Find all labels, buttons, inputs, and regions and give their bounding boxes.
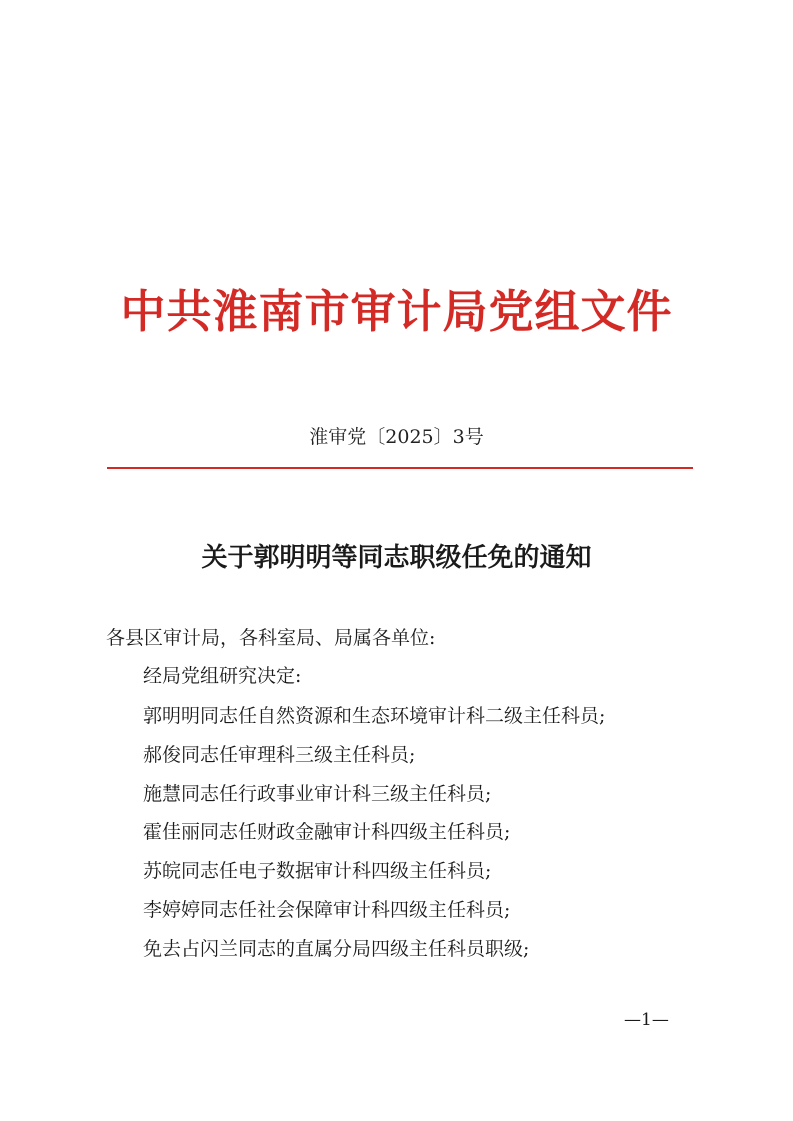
addressee-line: 各县区审计局，各科室局、局属各单位: [106, 627, 436, 649]
body-paragraph-appointment: 郭明明同志任自然资源和生态环境审计科二级主任科员; [143, 705, 606, 727]
body-paragraph-decision: 经局党组研究决定: [143, 665, 302, 687]
page-number: —1— [624, 1010, 669, 1030]
body-paragraph-appointment: 郝俊同志任审理科三级主任科员; [143, 744, 416, 766]
body-paragraph-appointment: 苏皖同志任电子数据审计科四级主任科员; [143, 860, 492, 882]
document-number: 淮审党〔2025〕3号 [309, 426, 484, 448]
red-separator-line [107, 467, 693, 469]
subject-title: 关于郭明明等同志职级任免的通知 [201, 543, 592, 573]
body-paragraph-appointment: 施慧同志任行政事业审计科三级主任科员; [143, 783, 492, 805]
body-paragraph-appointment: 李婷婷同志任社会保障审计科四级主任科员; [143, 899, 511, 921]
body-paragraph-removal: 免去占闪兰同志的直属分局四级主任科员职级; [143, 938, 530, 960]
body-paragraph-appointment: 霍佳丽同志任财政金融审计科四级主任科员; [143, 821, 511, 843]
document-header-title: 中共淮南市审计局党组文件 [120, 285, 673, 338]
